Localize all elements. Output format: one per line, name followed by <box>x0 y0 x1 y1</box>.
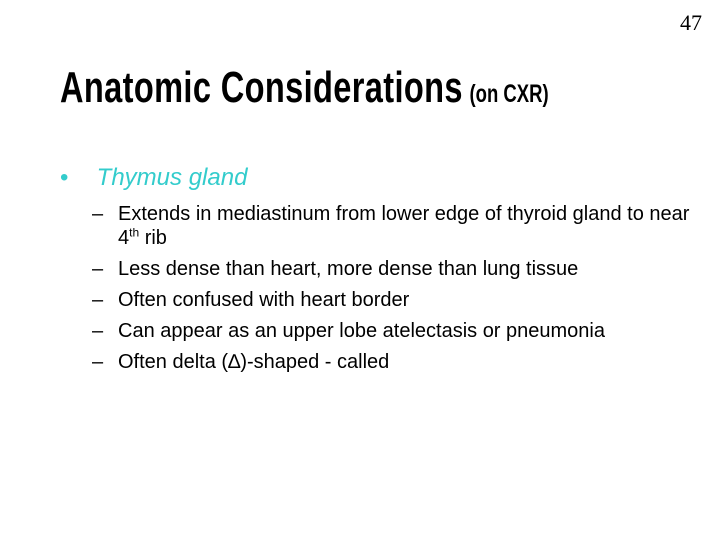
title-sub: (on CXR) <box>469 80 549 108</box>
dash-marker: – <box>92 203 104 225</box>
dash-marker: – <box>92 351 104 373</box>
text-extends: Extends in mediastinum from lower edge of thyroid gland to near 4 <box>118 203 690 249</box>
slide-title <box>60 63 549 112</box>
sub-bullet-delta <box>92 350 692 374</box>
superscript-th: th <box>129 225 140 240</box>
bullet-thymus-gland <box>60 164 247 193</box>
dash-marker: – <box>92 258 104 280</box>
sub-bullet-confused <box>92 288 692 312</box>
text-shaped-called: )-shaped - called <box>240 351 390 373</box>
delta-symbol: ∆ <box>228 351 241 373</box>
bullet-dot: • <box>60 164 69 191</box>
sub-bullet-atelectasis <box>92 319 692 343</box>
sub-bullet-text: Less dense than heart, more dense than lung tissue <box>118 258 579 280</box>
sub-bullet-list <box>92 202 692 381</box>
dash-marker: – <box>92 289 104 311</box>
sub-bullet-density <box>92 257 692 281</box>
text-often-delta: Often delta ( <box>118 351 229 373</box>
sub-bullet-extends <box>92 202 692 250</box>
sub-bullet-text <box>118 350 692 374</box>
bullet-text: Thymus gland <box>96 164 248 191</box>
sub-bullet-text: Can appear as an upper lobe atelectasis or pneumonia <box>118 320 605 342</box>
text-rib: rib <box>139 227 167 249</box>
sub-bullet-text <box>118 202 692 250</box>
title-main: Anatomic Considerations <box>60 63 463 112</box>
sub-bullet-text: Often confused with heart border <box>118 289 410 311</box>
page-number: 47 <box>680 10 702 35</box>
dash-marker: – <box>92 320 104 342</box>
